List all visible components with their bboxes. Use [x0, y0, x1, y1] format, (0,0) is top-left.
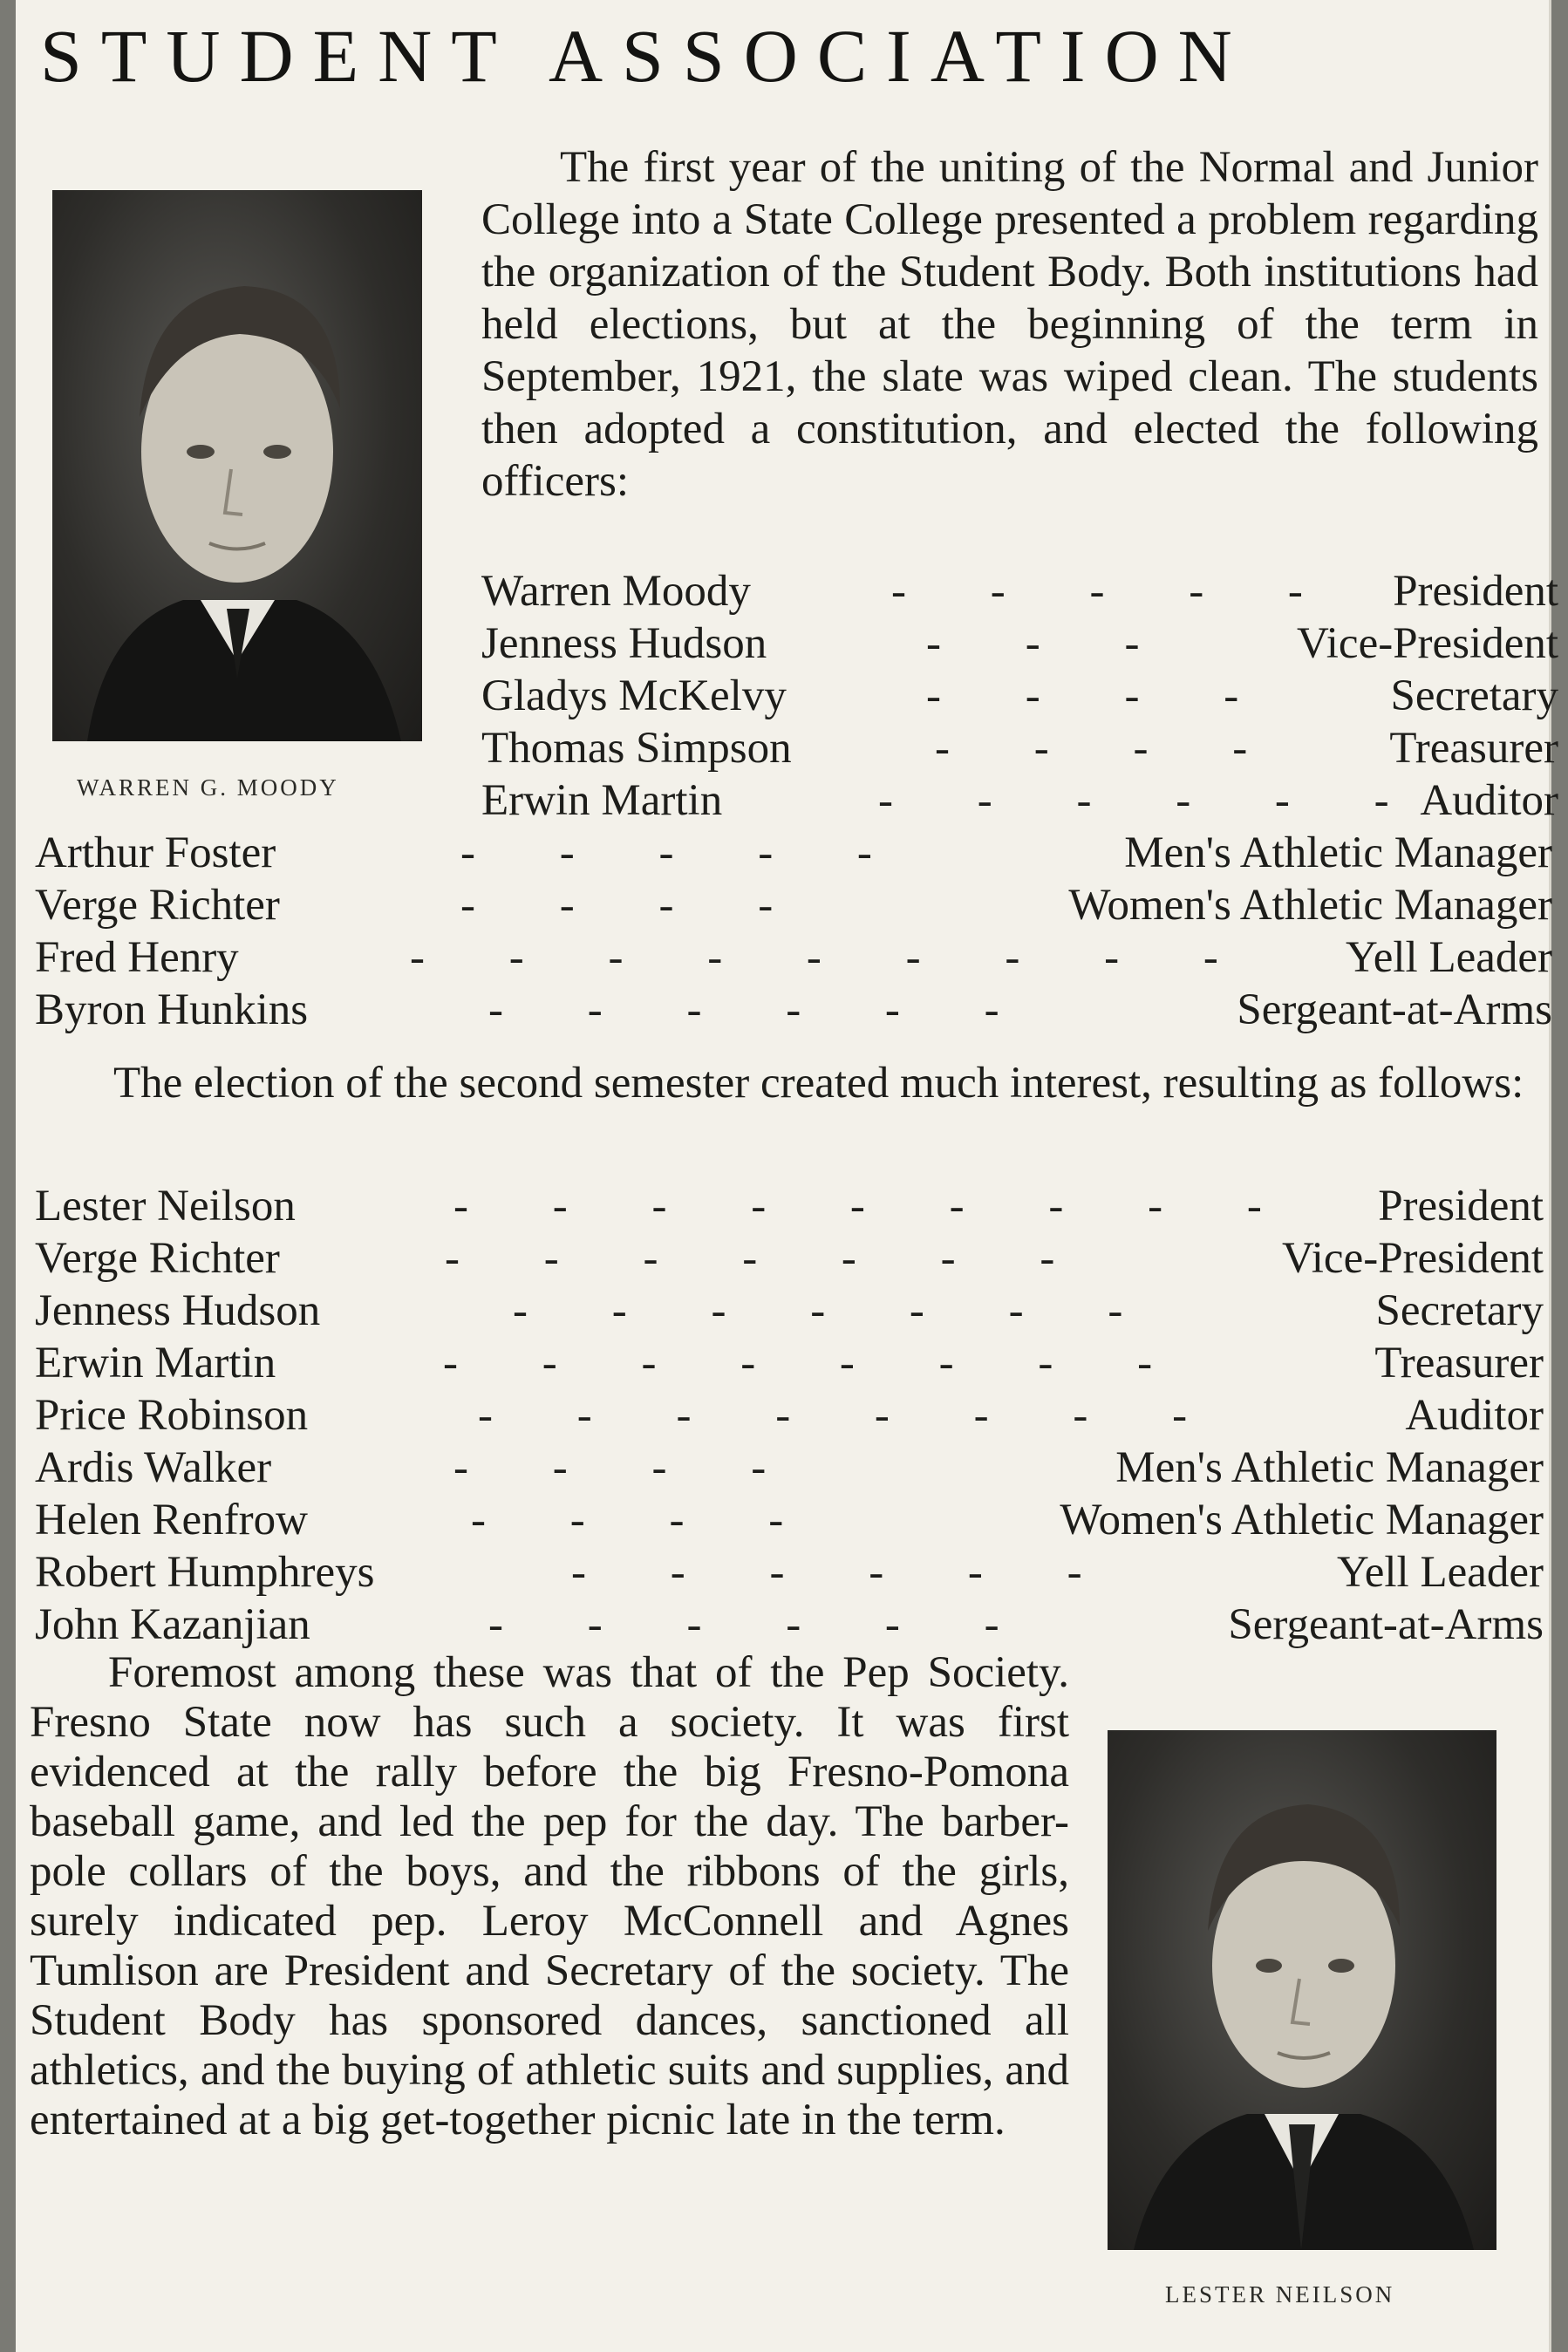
officer-row	[35, 827, 1552, 879]
officer-name: Thomas Simpson	[481, 724, 792, 773]
dash-leader: - - - -	[453, 1443, 803, 1492]
officer-row	[35, 1494, 1544, 1546]
officer-name: Verge Richter	[35, 1234, 280, 1283]
closing-paragraph	[30, 1648, 1069, 2145]
officer-role: Secretary	[1375, 1286, 1544, 1335]
dash-leader: - - - - - - - - -	[453, 1182, 1299, 1231]
portrait-silhouette	[52, 190, 422, 741]
officer-name: Byron Hunkins	[35, 985, 309, 1034]
officer-row	[35, 1285, 1544, 1337]
officer-role: Auditor	[1405, 1391, 1544, 1440]
officer-row	[35, 1546, 1544, 1599]
dash-leader: - - - - - - -	[513, 1286, 1160, 1335]
officer-name: Robert Humphreys	[35, 1548, 375, 1597]
officer-role: Auditor	[1420, 776, 1558, 825]
dash-leader: - - - - -	[891, 567, 1340, 616]
dash-leader: - - - -	[926, 672, 1276, 720]
officer-row	[35, 1337, 1544, 1389]
closing-text: Foremost among these was that of the Pep Society. Fresno State now has such a society. It was first evidenced at the rally before the big Fresno-Pomona baseball game, and led the pep for the day. The barber-pole collars of the boys, and the ribbons of the girls, surely indicated pep. Leroy McConnell and Agnes Tumlison are President and Secretary of the society. The Student Body has sponsored dances, sanctioned all athletics, and the buying of athletic suits and supplies, and entertained at a big get-together picnic late in the term.	[30, 1648, 1069, 2144]
dash-leader: - - - - - -	[488, 1600, 1036, 1649]
officer-name: Jenness Hudson	[481, 619, 767, 668]
dash-leader: - - - - - - - -	[478, 1391, 1224, 1440]
officer-row	[35, 1599, 1544, 1651]
officer-row	[481, 774, 1558, 827]
second-election-text: The election of the second semester created much interest, resulting as follows:	[113, 1059, 1524, 1108]
officer-name: Arthur Foster	[35, 828, 276, 877]
officer-row	[481, 670, 1558, 722]
dash-leader: - - - - - - -	[445, 1234, 1092, 1283]
officer-row	[35, 1389, 1544, 1442]
officer-row	[35, 1442, 1544, 1494]
officer-name: Lester Neilson	[35, 1182, 296, 1231]
officer-role: Men's Athletic Manager	[1124, 828, 1552, 877]
portrait-warren-moody	[52, 190, 422, 741]
second-election-paragraph	[35, 1057, 1539, 1109]
dash-leader: - - - -	[935, 724, 1285, 773]
portrait-caption-top: WARREN G. MOODY	[77, 774, 339, 801]
officer-row	[35, 931, 1552, 984]
intro-paragraph	[481, 141, 1538, 508]
officer-role: Treasurer	[1374, 1339, 1544, 1387]
officer-role: Vice-President	[1297, 619, 1558, 668]
officer-row	[481, 722, 1558, 774]
portrait-caption-bottom: LESTER NEILSON	[1165, 2281, 1395, 2308]
officer-row	[35, 1232, 1544, 1285]
portrait-silhouette	[1108, 1730, 1496, 2250]
officer-role: Women's Athletic Manager	[1068, 881, 1552, 930]
intro-text: The first year of the uniting of the Normal and Junior College into a State College presented a problem regarding the organization of the Student Body. Both institutions had held elections, but at the beginning of the term in September, 1921, the slate was wiped clean. The students then adopted a constitution, and elected the following officers:	[481, 143, 1538, 506]
dash-leader: - - - - -	[460, 828, 909, 877]
officer-row	[35, 879, 1552, 931]
officer-name: Gladys McKelvy	[481, 672, 787, 720]
officer-role: President	[1393, 567, 1558, 616]
dash-leader: - - - - - - - -	[443, 1339, 1190, 1387]
officer-name: Erwin Martin	[35, 1339, 276, 1387]
officer-role: Women's Athletic Manager	[1060, 1496, 1544, 1544]
officer-role: Men's Athletic Manager	[1115, 1443, 1544, 1492]
dash-leader: - - - - - -	[571, 1548, 1119, 1597]
officer-role: President	[1378, 1182, 1544, 1231]
page-title: STUDENT ASSOCIATION	[40, 14, 1251, 98]
officer-role: Yell Leader	[1337, 1548, 1544, 1597]
yearbook-page	[16, 0, 1558, 2352]
officer-row	[481, 617, 1558, 670]
portrait-lester-neilson	[1108, 1730, 1496, 2250]
dash-leader: - - - - - - - - -	[410, 933, 1255, 982]
officer-role: Sergeant-at-Arms	[1228, 1600, 1544, 1649]
officer-name: Warren Moody	[481, 567, 751, 616]
officer-role: Secretary	[1390, 672, 1558, 720]
officer-role: Vice-President	[1282, 1234, 1544, 1283]
officer-name: John Kazanjian	[35, 1600, 310, 1649]
officer-row	[35, 1180, 1544, 1232]
officer-row	[481, 565, 1558, 617]
dash-leader: - - - - - -	[488, 985, 1036, 1034]
dash-leader: - - - - - -	[878, 776, 1426, 825]
officer-name: Erwin Martin	[481, 776, 723, 825]
dash-leader: - - -	[926, 619, 1176, 668]
officer-role: Treasurer	[1389, 724, 1558, 773]
officer-row	[35, 984, 1552, 1036]
dash-leader: - - - -	[471, 1496, 821, 1544]
officer-name: Fred Henry	[35, 933, 239, 982]
dash-leader: - - - -	[460, 881, 810, 930]
officer-name: Ardis Walker	[35, 1443, 272, 1492]
officer-role: Yell Leader	[1346, 933, 1552, 982]
officer-name: Helen Renfrow	[35, 1496, 308, 1544]
officer-name: Jenness Hudson	[35, 1286, 321, 1335]
officer-name: Verge Richter	[35, 881, 280, 930]
officer-name: Price Robinson	[35, 1391, 309, 1440]
officer-role: Sergeant-at-Arms	[1237, 985, 1552, 1034]
